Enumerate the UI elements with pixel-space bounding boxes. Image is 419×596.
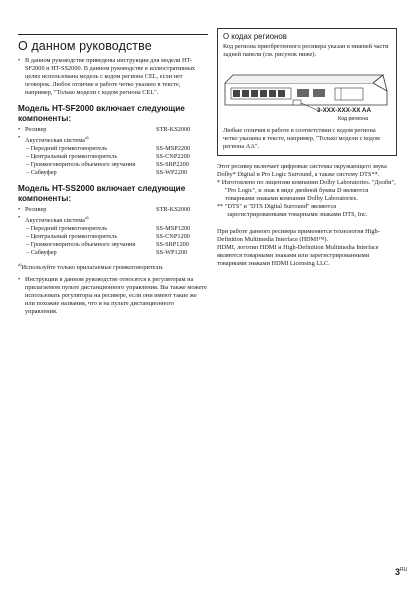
region-code-label: 3-XXX-XXX-XX AA: [317, 107, 372, 114]
dolby-note-2: ** "DTS" и "DTS Digital Surround" являются зарегистрированными товарными знаками DTS, Inc.: [217, 203, 368, 218]
model1-item-label: – Центральный громкоговоритель: [26, 153, 118, 161]
model1-item: [18, 169, 208, 177]
model1-item-label: – Сабвуфер: [26, 169, 57, 177]
model2-item-label: – Громкоговоритель объемного звучания: [26, 241, 136, 249]
dolby-note-1: * Изготовлено по лицензии компании Dolby Laboratories. "Долби", "Pro Logic", и знак в виде двойной буквы D являются товарными знаками компании Dolby Laboratories.: [217, 179, 396, 202]
model2-item-code: SS-WP1200: [156, 249, 188, 257]
intro-paragraph: • В данном руководстве приведены инструкции для модели HT-SF2000 и HT-SS2000. В данном руководстве в иллюстративных целях использована модель с кодом региона CEL, если нет оговорок. Любое отличие в работе четко указано в тексте, например, "Только модели с кодом региона CEL".: [18, 57, 208, 97]
model2-item: [18, 233, 208, 241]
model1-item-code: SS-WP2200: [156, 169, 188, 177]
left-column: [18, 34, 208, 316]
model1-item: [18, 161, 208, 169]
model1-acoustic-label: • Акустическая система$^{a)}$: [18, 134, 208, 145]
model1-item-label: – Передний громкоговоритель: [26, 145, 108, 153]
page-number: $3^{RU}$: [395, 567, 408, 577]
model1-item: [18, 153, 208, 161]
model1-receiver-code: STR-KS2000: [156, 126, 191, 133]
model1-items: [18, 145, 208, 177]
model1-item-code: SS-SRP2200: [156, 161, 189, 169]
region-box-text1: Код региона приобретенного ресивера указан в нижней части задней панели (см. рисунок ниже).: [223, 43, 389, 58]
model2-item: [18, 249, 208, 257]
right-column: [217, 28, 397, 268]
model2-receiver-row: [18, 206, 208, 214]
region-code-box: [217, 28, 397, 156]
footnote: $^{a)}$Используйте только прилагаемые громкоговорители.: [18, 262, 164, 272]
remote-note: • Инструкции в данном руководстве относятся к регуляторам на прилагаемом пульте дистанционного управления. Вы также можете использовать регуляторы на ресивере, если они имеют такие же или похожие названия, что и на пульте дистанционного управления.: [18, 276, 208, 316]
model1-receiver-row: [18, 126, 208, 134]
model2-item-label: – Центральный громкоговоритель: [26, 233, 118, 241]
model2-item-code: SS-CNP1200: [156, 233, 190, 241]
hdmi-paragraph-1: При работе данного ресивера применяется технология High-Definition Multimedia Interface (HDMI™).: [217, 228, 380, 243]
model2-receiver-code: STR-KS2000: [156, 206, 191, 214]
model1-heading: Модель HT-SF2000 включает следующие компоненты:: [18, 104, 185, 123]
model2-item-label: – Сабвуфер: [26, 249, 57, 257]
model1-item-label: – Громкоговоритель объемного звучания: [26, 161, 136, 169]
model2-item: [18, 225, 208, 233]
model2-acoustic-label: • Акустическая система$^{a)}$: [18, 214, 208, 225]
page-title: О данном руководстве: [18, 39, 152, 53]
model1-receiver-label: • Ресивер: [18, 126, 156, 134]
model2-items: [18, 225, 208, 257]
section-title-bar: [18, 34, 208, 53]
hdmi-paragraph-2: HDMI, логотип HDMI и High-Definition Multimedia Interface являются товарными знаками или зарегистрированными товарными знаками HDMI Licensing LLC.: [217, 244, 379, 267]
model1-item-code: SS-CNP2200: [156, 153, 190, 161]
model2-item-code: SS-SRP1200: [156, 241, 189, 249]
model2-item: [18, 241, 208, 249]
region-code-caption: Код региона: [338, 116, 369, 122]
model1-item-code: SS-MSP2200: [156, 145, 191, 153]
model2-item-code: SS-MSP1200: [156, 225, 191, 233]
model1-item: [18, 145, 208, 153]
region-box-text2: Любые отличия в работе в соответствии с кодом региона четко указаны в тексте, например, "Только модели с кодом региона AA".: [223, 127, 380, 150]
model2-heading: Модель HT-SS2000 включает следующие компоненты:: [18, 184, 186, 203]
dolby-text: Этот ресивер включает цифровые системы окружающего звука Dolby* Digital и Pro Logic Surround, а также систему DTS**.: [217, 163, 387, 178]
model2-receiver-label: • Ресивер: [18, 206, 156, 214]
model2-item-label: – Передний громкоговоритель: [26, 225, 108, 233]
region-box-title: О кодах регионов: [223, 32, 287, 41]
